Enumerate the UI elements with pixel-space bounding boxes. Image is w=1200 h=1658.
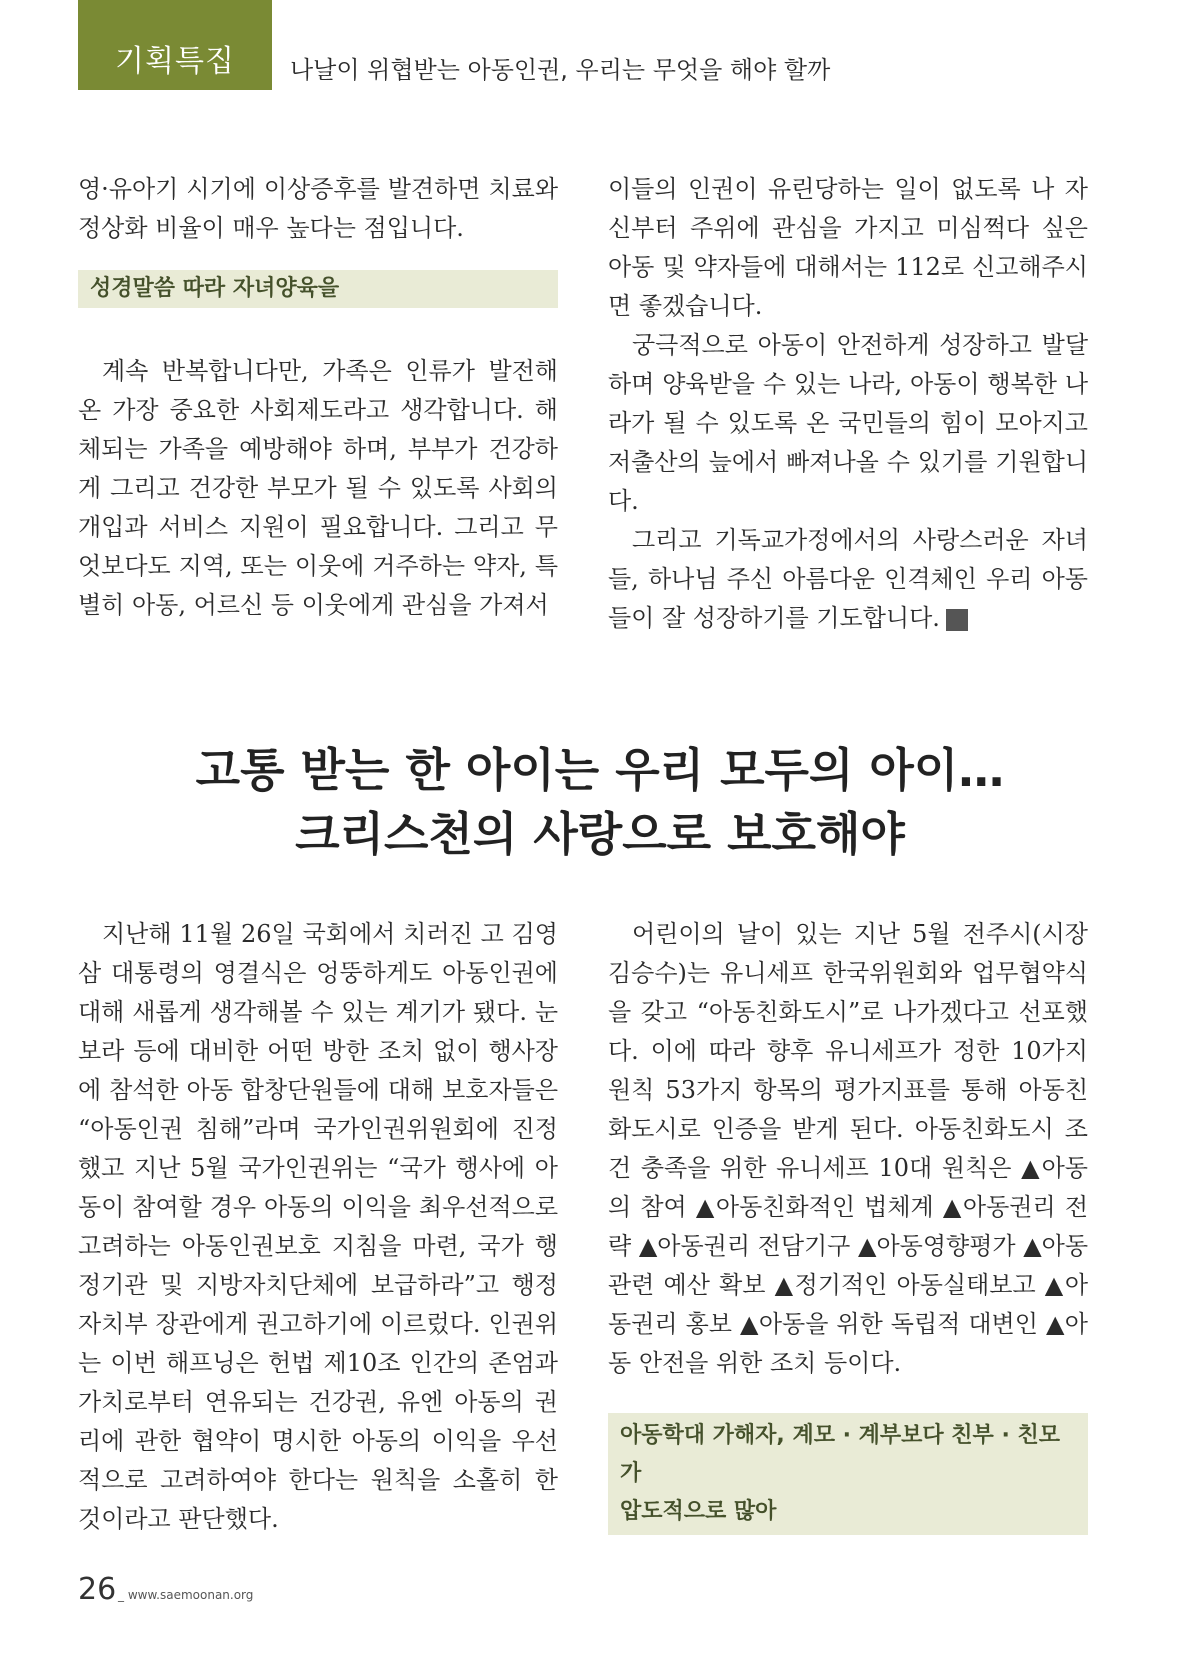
bottom-left-column: [78, 915, 558, 1539]
paragraph: 영·유아기 시기에 이상증후를 발견하면 치료와 정상화 비율이 매우 높다는 점입니다.: [78, 175, 558, 242]
section-subheading: [608, 1413, 1088, 1535]
paragraph: 계속 반복합니다만, 가족은 인류가 발전해 온 가장 중요한 사회제도라고 생각합니다. 해체되는 가족을 예방해야 하며, 부부가 건강하게 그리고 건강한 부모가 될 수 있도록 사회의 개입과 서비스 지원이 필요합니다. 그리고 무엇보다도 지역, 또는 이웃에 거주하는 약자, 특별히 아동, 어르신 등 이웃에게 관심을 가져서: [78, 357, 558, 619]
paragraph: 궁극적으로 아동이 안전하게 성장하고 발달하며 양육받을 수 있는 나라, 아동이 행복한 나라가 될 수 있도록 온 국민들의 힘이 모아지고 저출산의 늪에서 빠져나올 수 있기를 기원합니다.: [608, 331, 1088, 515]
article-headline: [0, 738, 1200, 866]
paragraph: 이들의 인권이 유린당하는 일이 없도록 나 자신부터 주위에 관심을 가지고 미심쩍다 싶은 아동 및 약자들에 대해서는 112로 신고해주시면 좋겠습니다.: [608, 175, 1088, 320]
top-right-column: [608, 170, 1088, 638]
footer-url: _ www.saemoonan.org: [118, 1588, 254, 1602]
section-subheading: 성경말씀 따라 자녀양육을: [78, 270, 558, 308]
section-label: 기획특집: [115, 44, 235, 79]
bottom-right-column: [608, 915, 1088, 1535]
page-number: 26: [78, 1572, 117, 1607]
closing-text: 그리고 기독교가정에서의 사랑스러운 자녀들, 하나님 주신 아름다운 인격체인 우리 아동들이 잘 성장하기를 기도합니다.: [608, 526, 1088, 632]
subheading-line-2: 압도적으로 많아: [620, 1499, 777, 1524]
subheading-line-1: 아동학대 가해자, 계모 · 계부보다 친부 · 친모가: [620, 1423, 1060, 1486]
paragraph: 어린이의 날이 있는 지난 5월 전주시(시장 김승수)는 유니세프 한국위원회와 업무협약식을 갖고 “아동친화도시”로 나가겠다고 선포했다. 이에 따라 향후 유니세프가 정한 10가지 원칙 53가지 항목의 평가지표를 통해 아동친화도시로 인증을 받게 된다. 아동친화도시 조건 충족을 위한 유니세프 10대 원칙은 ▲아동의 참여 ▲아동친화적인 법체계 ▲아동권리 전략 ▲아동권리 전담기구 ▲아동영향평가 ▲아동관련 예산 확보 ▲정기적인 아동실태보고 ▲아동권리 홍보 ▲아동을 위한 독립적 대변인 ▲아동 안전을 위한 조치 등이다.: [608, 920, 1089, 1377]
closing-paragraph: [608, 521, 1088, 638]
top-left-column: [78, 170, 558, 625]
paragraph: 지난해 11월 26일 국회에서 치러진 고 김영삼 대통령의 영결식은 엉뚱하게도 아동인권에 대해 새롭게 생각해볼 수 있는 계기가 됐다. 눈보라 등에 대비한 어떤 방한 조치 없이 행사장에 참석한 아동 합창단원들에 대해 보호자들은 “아동인권 침해”라며 국가인권위원회에 진정했고 지난 5월 국가인권위는 “국가 행사에 아동이 참여할 경우 아동의 이익을 최우선적으로 고려하는 아동인권보호 지침을 마련, 국가 행정기관 및 지방자치단체에 보급하라”고 행정자치부 장관에게 권고하기에 이르렀다. 인권위는 이번 해프닝은 헌법 제10조 인간의 존엄과 가치로부터 연유되는 건강권, 유엔 아동의 권리에 관한 협약이 명시한 아동의 이익을 우선적으로 고려하여야 한다는 원칙을 소홀히 한 것이라고 판단했다.: [78, 920, 558, 1533]
end-mark-icon: 새: [946, 609, 968, 631]
headline-line-2: 크리스천의 사랑으로 보호해야: [295, 807, 905, 861]
running-header-title: 나날이 위협받는 아동인권, 우리는 무엇을 해야 할까: [290, 56, 831, 84]
headline-line-1: 고통 받는 한 아이는 우리 모두의 아이…: [195, 743, 1005, 797]
section-tab: [78, 0, 272, 90]
